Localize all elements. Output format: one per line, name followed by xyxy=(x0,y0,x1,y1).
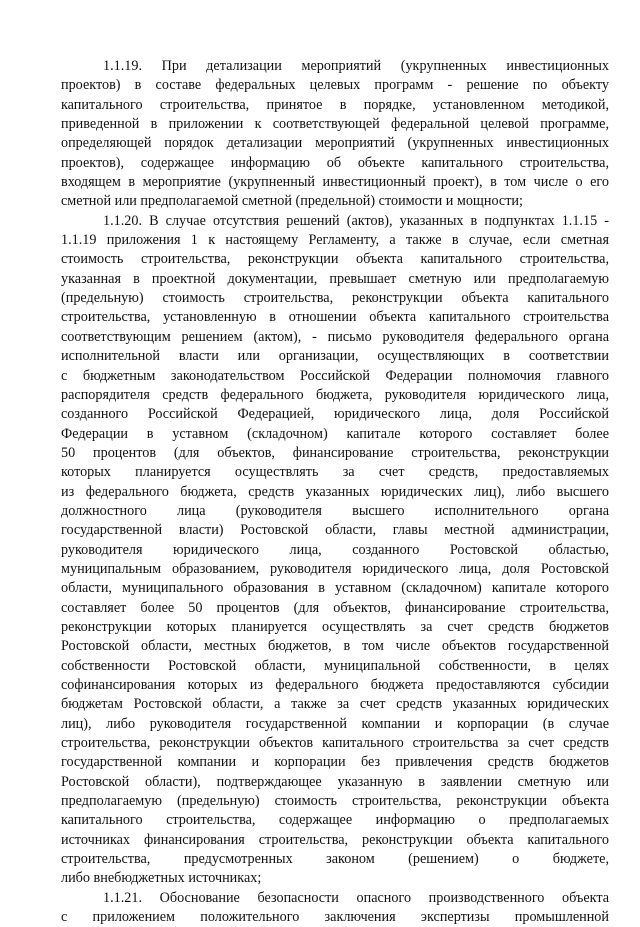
text-line: области, муниципального образования в уставном (складочном) капитале которого xyxy=(61,580,609,597)
text-line: (предельную) стоимость строительства, реконструкции объекта капитального xyxy=(61,290,609,307)
text-line: с бюджетным законодательством Российской Федерации полномочия главного xyxy=(61,367,609,384)
text-line: составляет более 50 процентов (для объектов, финансирование строительства, xyxy=(61,599,609,616)
text-line: предполагаемую (предельную) стоимость строительства, реконструкции объекта xyxy=(61,793,609,810)
text-line: 1.1.20. В случае отсутствия решений (актов), указанных в подпунктах 1.1.15 - xyxy=(103,212,609,229)
text-line: источниках финансирования строительства, реконструкции объекта капитального xyxy=(61,831,609,848)
paragraph-1-1-19 xyxy=(61,57,609,212)
text-line: либо внебюджетных источниках; xyxy=(61,870,262,887)
text-line: проектов) в составе федеральных целевых программ - решение по объекту xyxy=(61,77,609,94)
text-line: капитального строительства, принятое в порядке, установленном методикой, xyxy=(61,96,609,113)
text-line: которых планируется осуществлять за счет средств, предоставляемых xyxy=(61,464,609,481)
text-line: определяющей порядок детализации мероприятий (укрупненных инвестиционных xyxy=(61,135,609,152)
text-line: собственности Ростовской области, муниципальной собственности, в целях xyxy=(61,657,609,674)
text-line: лиц), либо руководителя государственной компании и корпорации (в случае xyxy=(61,715,609,732)
text-line: Федерации в уставном (складочном) капитале которого составляет более xyxy=(61,425,609,442)
text-line: строительства, реконструкции объектов капитального строительства за счет средств xyxy=(61,735,609,752)
text-line: строительства, установленную в отношении объекта капитального строительства xyxy=(61,309,609,326)
text-line: распорядителя средств федерального бюджета, руководителя юридического лица, xyxy=(61,386,609,403)
text-line: бюджетам Ростовской области, а также за счет средств указанных юридических xyxy=(61,696,609,713)
text-line: стоимость строительства, реконструкции объекта капитального строительства, xyxy=(61,251,609,268)
text-line: приведенной в приложении к соответствующей федеральной целевой программе, xyxy=(61,116,609,133)
text-line: входящем в мероприятие (укрупненный инвестиционный проект), в том числе о его xyxy=(61,174,609,191)
text-line: сметной или предполагаемой сметной (предельной) стоимости и мощности; xyxy=(61,193,523,210)
paragraph-1-1-20 xyxy=(61,212,609,889)
text-line: капитального строительства, содержащее информацию о предполагаемых xyxy=(61,812,609,829)
text-line: должностного лица (руководителя высшего исполнительного органа xyxy=(61,502,609,519)
text-line: 1.1.21. Обоснование безопасности опасного производственного объекта xyxy=(103,889,609,906)
text-line: государственной компании и корпорации без привлечения средств бюджетов xyxy=(61,754,609,771)
text-line: государственной власти) Ростовской области, главы местной администрации, xyxy=(61,522,609,539)
text-line: 1.1.19 приложения 1 к настоящему Регламенту, а также в случае, если сметная xyxy=(61,232,609,249)
document-page xyxy=(61,57,609,927)
text-line: указанная в проектной документации, превышает сметную или предполагаемую xyxy=(61,270,609,287)
text-line: софинансирования которых из федерального бюджета предоставляются субсидии xyxy=(61,677,609,693)
text-line: из федерального бюджета, средств указанных юридических лиц), либо высшего xyxy=(61,483,609,500)
paragraph-1-1-21 xyxy=(61,889,609,927)
text-line: руководителя юридического лица, созданного Ростовской областью, xyxy=(61,541,609,558)
text-line: соответствующим решением (актом), - письмо руководителя федерального органа xyxy=(61,328,609,345)
text-line: 1.1.19. При детализации мероприятий (укрупненных инвестиционных xyxy=(103,58,609,74)
text-line: с приложением положительного заключения экспертизы промышленной xyxy=(61,909,609,926)
text-line: 50 процентов (для объектов, финансирование строительства, реконструкции xyxy=(61,444,609,461)
text-line: Ростовской области), подтверждающее указанную в заявлении сметную или xyxy=(61,773,609,790)
text-line: Ростовской области, местных бюджетов, в том числе объектов государственной xyxy=(61,638,609,655)
text-line: исполнительной власти или организации, осуществляющих в соответствии xyxy=(61,348,609,365)
text-line: строительства, предусмотренных законом (решением) о бюджете, xyxy=(61,851,609,868)
text-line: муниципальным образованием, руководителя юридического лица, доля Ростовской xyxy=(61,560,609,577)
text-line: созданного Российской Федерацией, юридического лица, доля Российской xyxy=(61,406,609,423)
text-line: проектов), содержащее информацию об объекте капитального строительства, xyxy=(61,154,609,171)
text-line: реконструкции которых планируется осуществлять за счет средств бюджетов xyxy=(61,618,609,635)
